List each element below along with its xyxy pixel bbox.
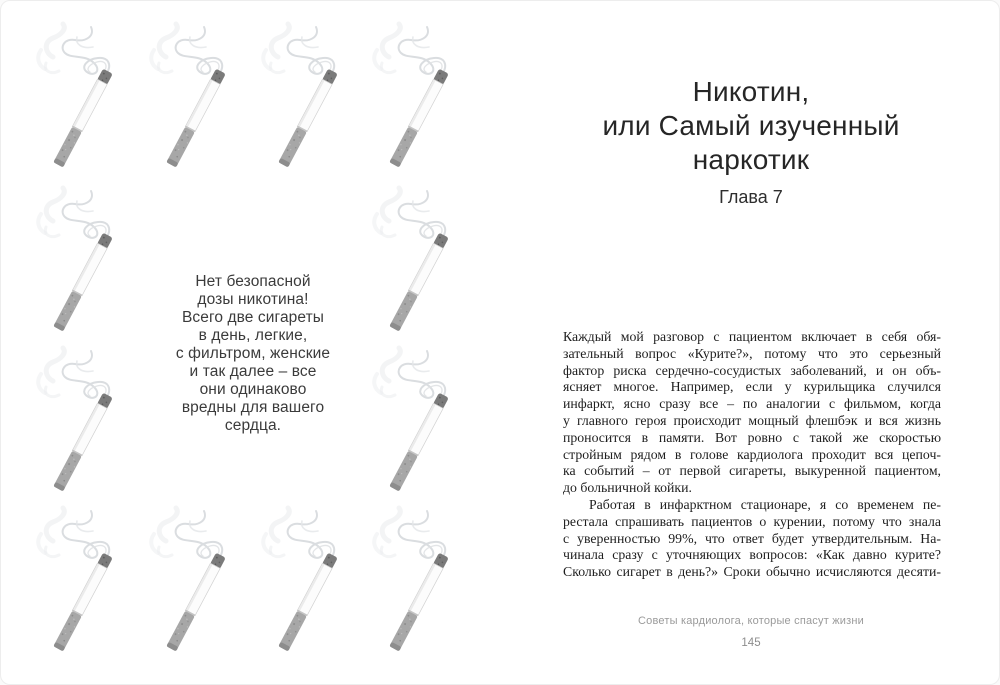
body-text-line: Сколько сигарет в день?» Сроки обычно исчисляются десяти- bbox=[563, 564, 941, 580]
cigarette-with-smoke-icon bbox=[248, 17, 358, 179]
body-text-line: до больничной койки. bbox=[563, 480, 692, 496]
body-text-line: инфаркт, ясно сразу все – по аналогии с фильмом, когда bbox=[563, 396, 941, 412]
chapter-title-line: или Самый изученный bbox=[602, 110, 900, 141]
cigarette-with-smoke-icon bbox=[359, 17, 469, 179]
nicotine-warning-callout bbox=[151, 273, 355, 435]
cigarette-illustration bbox=[136, 17, 246, 179]
body-text-line: проносится в памяти. Вот ровно с такой же скоростью bbox=[563, 429, 941, 445]
cigarette-illustration bbox=[23, 341, 133, 503]
callout-line: дозы никотина! bbox=[197, 291, 309, 308]
chapter-title-line: наркотик bbox=[692, 144, 810, 175]
chapter-title-line: Никотин, bbox=[692, 76, 810, 107]
cigarette-with-smoke-icon bbox=[359, 501, 469, 663]
body-text-line: у главного героя происходит мощный флешбэк и вся жизнь bbox=[563, 412, 941, 428]
cigarette-illustration bbox=[23, 181, 133, 343]
body-text-line: чинала сразу с уточняющих вопросов: «Как давно курите? bbox=[563, 547, 941, 563]
chapter-number-label: Глава 7 bbox=[719, 187, 783, 207]
body-text-line: Каждый мой разговор с пациентом включает в себя обя- bbox=[563, 329, 941, 344]
body-text-line: стройным рядом в голове кардиолога проходит вся цепоч- bbox=[563, 446, 941, 462]
cigarette-with-smoke-icon bbox=[23, 181, 133, 343]
body-paragraph-1 bbox=[563, 329, 941, 497]
callout-line: сердца. bbox=[224, 417, 282, 434]
body-paragraph-2 bbox=[563, 497, 941, 581]
running-footer-book-title: Советы кардиолога, которые спасут жизни bbox=[638, 615, 864, 627]
callout-line: Нет безопасной bbox=[195, 273, 311, 290]
chapter-title bbox=[561, 75, 941, 177]
cigarette-with-smoke-icon bbox=[136, 501, 246, 663]
cigarette-illustration bbox=[248, 501, 358, 663]
cigarette-illustration bbox=[248, 17, 358, 179]
body-text-line: Работая в инфарктном стационаре, я со временем пе- bbox=[589, 497, 941, 512]
cigarette-with-smoke-icon bbox=[248, 501, 358, 663]
cigarette-illustration bbox=[136, 501, 246, 663]
body-text-line: ясняет многое. Например, если у курильщика случился bbox=[563, 379, 941, 395]
cigarette-illustration bbox=[359, 501, 469, 663]
callout-line: в день, легкие, bbox=[198, 327, 308, 344]
page-number: 145 bbox=[741, 637, 761, 649]
callout-line: с фильтром, женские bbox=[175, 345, 331, 362]
body-text-line: зательный вопрос «Курите?», потому что это серьезный bbox=[563, 345, 941, 361]
cigarette-illustration bbox=[359, 181, 469, 343]
cigarette-with-smoke-icon bbox=[23, 501, 133, 663]
cigarette-illustration bbox=[359, 341, 469, 503]
cigarette-with-smoke-icon bbox=[23, 17, 133, 179]
right-page bbox=[501, 1, 1000, 685]
callout-line: и так далее – все bbox=[189, 363, 317, 380]
callout-line: они одинаково bbox=[199, 381, 307, 398]
cigarette-illustration bbox=[359, 17, 469, 179]
callout-line: вредны для вашего bbox=[181, 399, 325, 416]
cigarette-illustration bbox=[23, 17, 133, 179]
left-page bbox=[1, 1, 501, 685]
cigarette-with-smoke-icon bbox=[359, 341, 469, 503]
body-text-line: с уверенностью 99%, что ответ будет утвердительным. На- bbox=[563, 530, 941, 546]
body-text-line: ка событий – от первой сигареты, выкуренной пациентом, bbox=[563, 463, 941, 479]
callout-line: Всего две сигареты bbox=[181, 309, 325, 326]
cigarette-with-smoke-icon bbox=[136, 17, 246, 179]
body-text-line: фактор риска сердечно-сосудистых заболеваний, и он объ- bbox=[563, 362, 941, 378]
body-text-line: рестала спрашивать пациентов о курении, потому что знала bbox=[563, 513, 941, 529]
cigarette-with-smoke-icon bbox=[23, 341, 133, 503]
cigarette-illustration bbox=[23, 501, 133, 663]
cigarette-with-smoke-icon bbox=[359, 181, 469, 343]
